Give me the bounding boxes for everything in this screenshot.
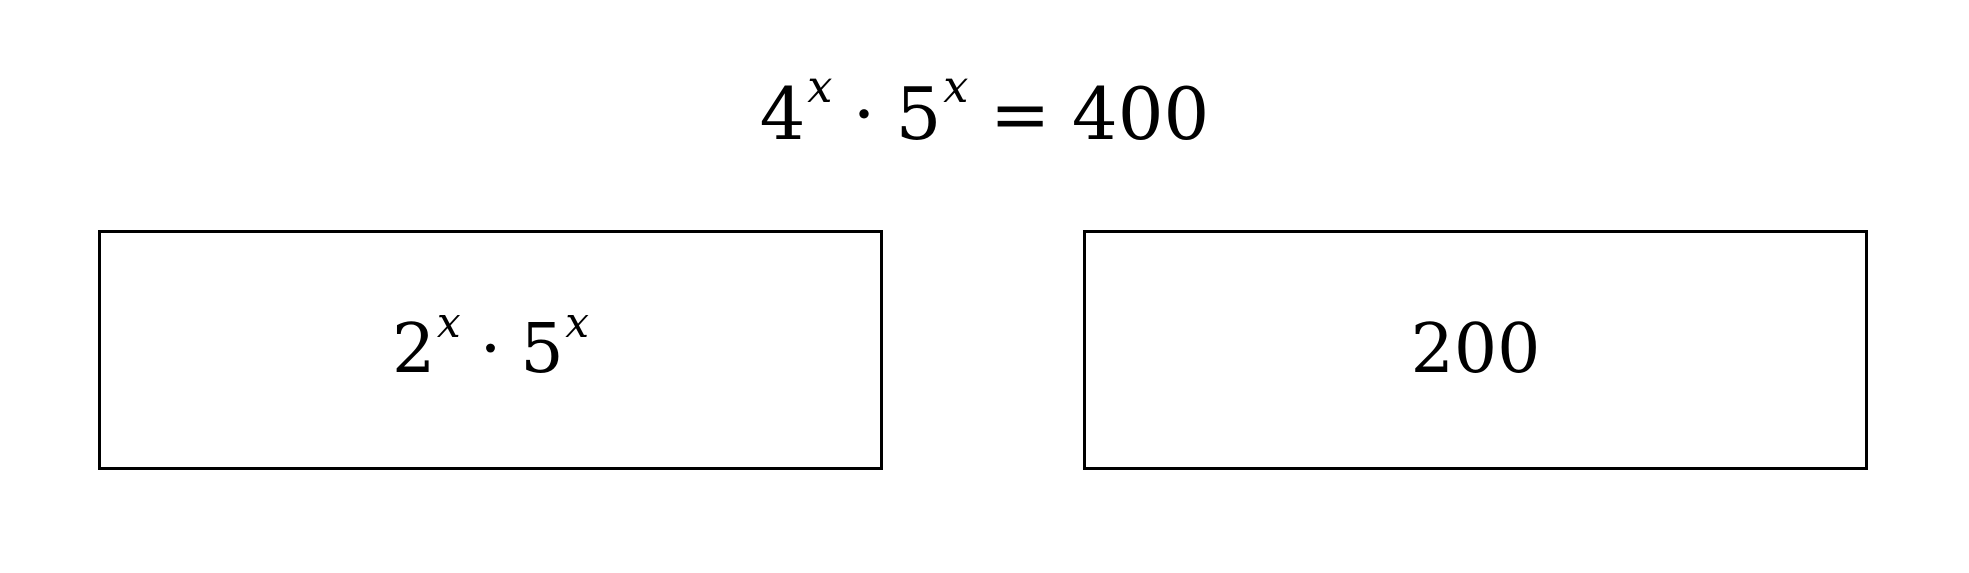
equation-multiply-operator: · [852,72,876,156]
equation-result: 400 [1071,72,1210,156]
equation-equals-sign: = [989,72,1051,156]
left-box-base-two: 2 [391,310,436,389]
right-factor-box [1083,230,1868,470]
left-box-exponent-x-second: x [565,298,590,348]
equation-exponent-x-second: x [943,61,969,114]
right-box-value: 200 [1410,310,1541,389]
left-box-multiply-operator: · [479,310,502,389]
left-factor-box [98,230,883,470]
left-box-base-five: 5 [520,310,564,389]
equation-base-four: 4 [759,72,806,156]
equation-exponent-x-first: x [807,61,833,114]
left-box-exponent-x-first: x [436,298,461,348]
left-box-expression [391,298,590,389]
equation-base-five: 5 [895,72,942,156]
main-equation [0,61,1969,156]
